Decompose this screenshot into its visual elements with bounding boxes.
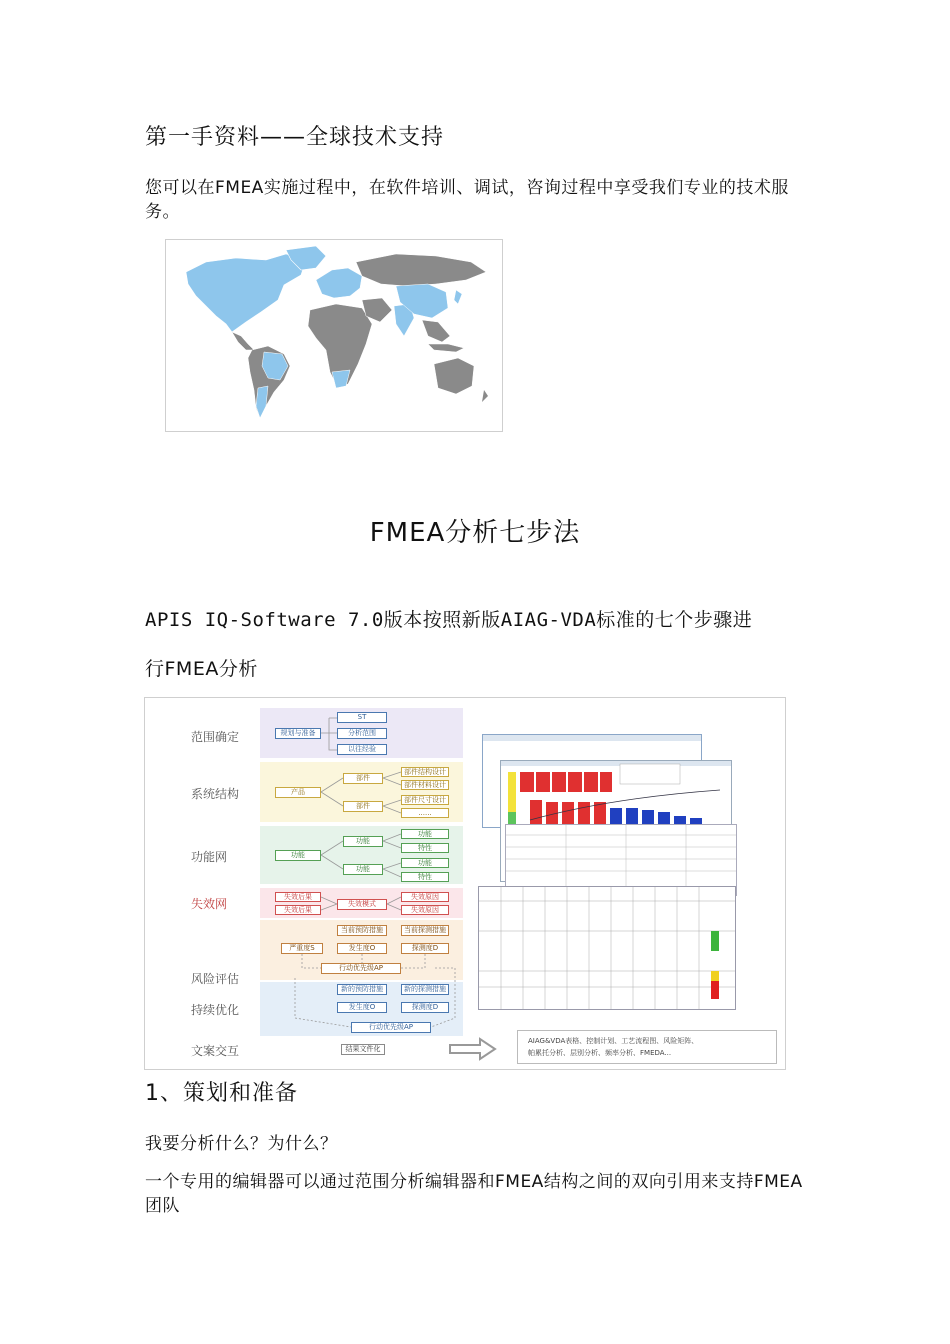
optimize-box-new-prevention: 新的预防措施 <box>337 984 387 995</box>
function-box-4: 功能 <box>401 858 449 868</box>
risk-box-action-priority: 行动优先级AP <box>321 963 401 974</box>
structure-box-product: 产品 <box>275 787 321 798</box>
optimize-box-occurrence: 发生度O <box>337 1002 387 1013</box>
structure-box-part-1: 部件 <box>343 773 383 784</box>
failure-mode-box: 失效模式 <box>337 899 387 910</box>
page-title-seven-steps: FMEA分析七步法 <box>369 518 581 548</box>
map-south-africa <box>332 370 350 388</box>
scope-box-st: ST <box>337 712 387 723</box>
characteristic-box-2: 特性 <box>401 872 449 882</box>
planning-paragraph: 一个专用的编辑器可以通过范围分析编辑器和FMEA结构之间的双向引用来支持FMEA团队 <box>145 1172 803 1216</box>
world-map-svg <box>166 240 502 431</box>
intro-line-1: APIS IQ-Software 7.0版本按照新版AIAG-VDA标准的七个步骤进 <box>145 609 753 631</box>
scope-box-planning: 规划与准备 <box>275 728 321 739</box>
map-argentina <box>256 386 268 418</box>
scope-box-analysis-range: 分析范围 <box>337 728 387 739</box>
risk-box-prevention: 当前预防措施 <box>337 925 387 936</box>
doc-caption-line-2: 帕累托分析、层别分析、频率分析、FMEDA... <box>528 1049 672 1057</box>
scope-box-experience: 以往经验 <box>337 744 387 755</box>
structure-box-structure-design: 部件结构设计 <box>401 767 449 777</box>
step-label-scope: 范围确定 <box>191 730 240 744</box>
risk-box-occurrence: 发生度O <box>337 943 387 954</box>
seven-step-diagram <box>144 697 786 1070</box>
doc-caption-line-1: AIAG&VDA表格、控制计划、工艺流程图、风险矩阵、 <box>528 1037 699 1045</box>
screenshot-fmea-form <box>478 886 736 1010</box>
optimize-box-new-detection: 新的探测措施 <box>401 984 449 995</box>
function-box-2: 功能 <box>343 864 383 875</box>
structure-box-more: ...... <box>401 808 449 818</box>
map-new-zealand <box>482 390 488 402</box>
function-box-3: 功能 <box>401 829 449 839</box>
function-box-1: 功能 <box>343 836 383 847</box>
step-label-optimize: 持续优化 <box>191 1003 240 1017</box>
characteristic-box-1: 特性 <box>401 843 449 853</box>
structure-box-part-2: 部件 <box>343 801 383 812</box>
doc-caption-box <box>517 1030 777 1064</box>
failure-effect-box-2: 失效后果 <box>275 905 321 915</box>
failure-cause-box-1: 失效原因 <box>401 892 449 902</box>
structure-box-material-design: 部件材料设计 <box>401 780 449 790</box>
optimize-box-detectability: 探测度D <box>401 1002 449 1013</box>
world-map-image <box>165 239 503 432</box>
map-russia <box>356 254 486 286</box>
risk-box-detectability: 探测度D <box>401 943 449 954</box>
risk-box-detection: 当前探测措施 <box>401 925 449 936</box>
section-heading-global-support: 第一手资料——全球技术支持 <box>145 125 445 150</box>
map-europe <box>316 268 362 298</box>
section-heading-planning: 1、策划和准备 <box>145 1081 298 1106</box>
function-box-main: 功能 <box>275 850 321 861</box>
step-label-documentation: 文案交互 <box>191 1044 240 1058</box>
map-indonesia <box>428 344 464 352</box>
failure-effect-box-1: 失效后果 <box>275 892 321 902</box>
planning-question: 我要分析什么？为什么？ <box>145 1134 338 1154</box>
step-label-structure: 系统结构 <box>191 787 240 801</box>
intro-line-2: 行FMEA分析 <box>145 658 258 680</box>
failure-cause-box-2: 失效原因 <box>401 905 449 915</box>
map-central-america <box>232 332 254 350</box>
map-australia <box>434 358 474 394</box>
doc-box-result: 结果文件化 <box>341 1044 385 1055</box>
map-japan <box>454 290 462 304</box>
map-southeast-asia <box>422 320 450 342</box>
optimize-box-action-priority: 行动优先级AP <box>351 1022 431 1033</box>
structure-box-dimension-design: 部件尺寸设计 <box>401 795 449 805</box>
step-label-function: 功能网 <box>191 850 228 864</box>
step-label-failure: 失效网 <box>191 897 228 911</box>
section-paragraph-global-support: 您可以在FMEA实施过程中，在软件培训、调试，咨询过程中享受我们专业的技术服务。 <box>145 178 789 222</box>
risk-box-severity: 严重度S <box>281 943 323 954</box>
map-north-america <box>186 254 306 332</box>
step-label-risk: 风险评估 <box>191 972 240 986</box>
